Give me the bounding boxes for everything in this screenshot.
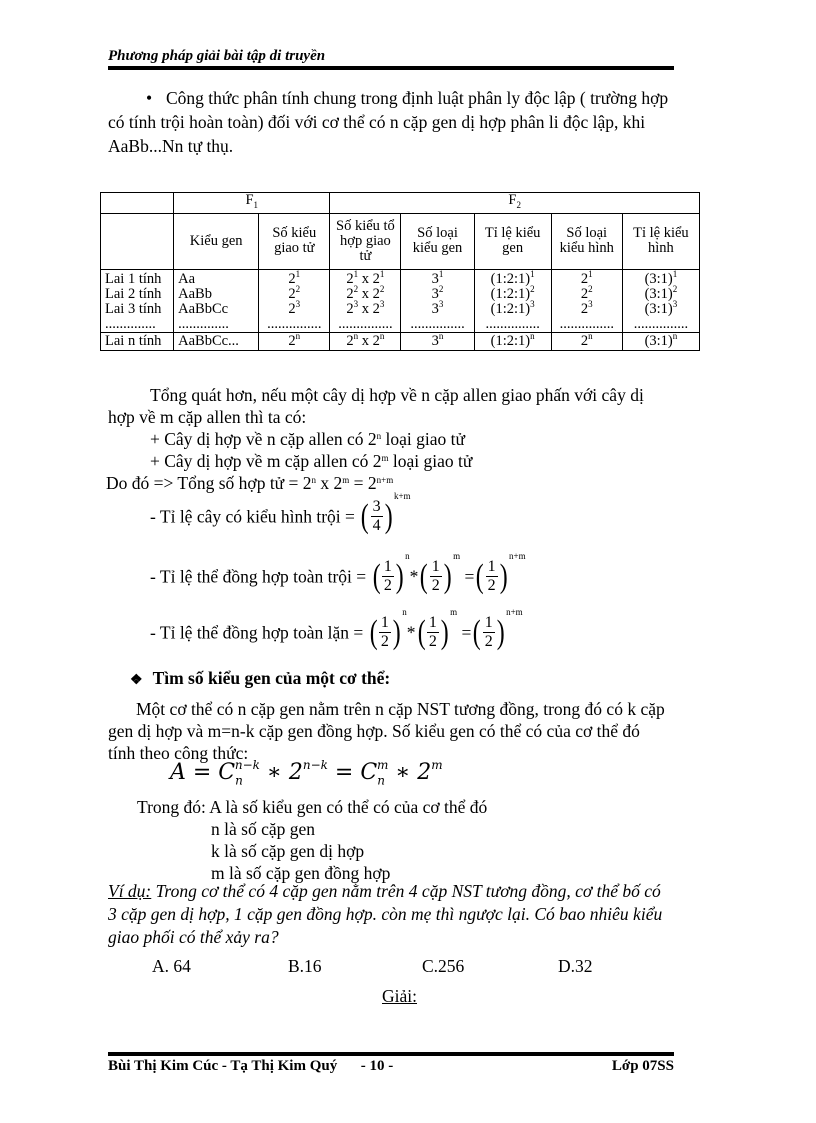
section-paragraph: Một cơ thể có n cặp gen nằm trên n cặp NST tương đồng, trong đó có k cặp gen dị hợp và m=n-k cặp gen đồng hợp. Số kiểu gen có thể có của cơ thể đó tính theo công thức: [108, 699, 665, 763]
running-header-title: Phương pháp giải bài tập di truyền [108, 48, 326, 64]
footer [108, 1058, 674, 1075]
intro-paragraph: • Công thức phân tính chung trong định luật phân ly độc lập ( trường hợp có tính trội hoàn toàn) đối với cơ thể có n cặp gen dị hợp phân li độc lập, khi AaBb...Nn tự thụ. [108, 88, 669, 156]
example-question: Ví dụ: Trong cơ thể có 4 cặp gen nằm trên 4 cặp NST tương đồng, cơ thể bố có 3 cặp gen dị hợp, 1 cặp gen đồng hợp. còn mẹ thì ngược lại. Có bao nhiêu kiểu giao phối có thể xảy ra? [108, 881, 663, 947]
diamond-bullet-icon: ❖ [130, 673, 143, 688]
col-header: Số kiểu giao tử [259, 213, 330, 269]
choice-b: B.16 [288, 956, 322, 976]
col-header: Tỉ lệ kiểu gen [474, 213, 551, 269]
group-f1-header: $F_1$ [174, 193, 330, 214]
footer-rule [108, 1052, 674, 1056]
header-rule [108, 66, 674, 70]
general-section: Tổng quát hơn, nếu một cây dị hợp về n cặp allen giao phấn với cây dị hợp về m cặp allen thì ta có: + Cây dị hợp về n cặp allen có 2$^n$ loại giao tử + Cây dị hợp về m cặp allen có 2$^m$ loại giao tử Do đó => Tổng số hợp tử = $2^n$ x $2^m = 2^{n+m}$ [106, 385, 644, 493]
table-row: Lai 1 tính Lai 2 tính Lai 3 tính .............. Aa AaBb AaBbCc .............. $2^1$ $2^2$ $2^3$ ............... $2^1$ x $2^1$ $2^2$ x $2^2$ $2^3$ x $2^3$ ............... $3^1$ $3^2$ $3^3$ ............... (1:2:1)$^1$ (1:2:1)$^2$ (1:2:1)$^3$ ............... $2^1$ $2^2$ $2^3$ ............... (3:1)$^1$ (3:1)$^2$ (3:1)$^3$ ............... [101, 269, 700, 332]
choice-d: D.32 [558, 956, 593, 976]
footer-authors: Bùi Thị Kim Cúc - Tạ Thị Kim Quý [108, 1058, 338, 1074]
group-f2-header: $F_2$ [330, 193, 700, 214]
footer-class: Lớp 07SS [611, 1058, 674, 1074]
ratio-dominant-phenotype: - Tỉ lệ cây có kiểu hình trội = ( $\frac{3}{4}$ )$^{k+m}$ [150, 491, 411, 535]
col-header: Kiểu gen [174, 213, 259, 269]
ratio-homozygous-recessive: - Tỉ lệ thể đồng hợp toàn lặn = ( $\frac{1}{2}$ )$^n$*( $\frac{1}{2}$ )$^m$ =( $\frac{1}{2}$ )$^{n+m}$ [150, 607, 523, 651]
col-header: Số kiểu tổ hợp giao tử [330, 213, 401, 269]
empty-label-cell [101, 213, 174, 269]
col-header: Tỉ lệ kiểu hình [622, 213, 699, 269]
choice-c: C.256 [422, 956, 465, 976]
col-header: Số loại kiểu gen [401, 213, 474, 269]
table-row-n: Lai n tính AaBbCc... 2$^n$ 2$^n$ x 2$^n$ 3$^n$ (1:2:1)$^n$ 2$^n$ (3:1)$^n$ [101, 332, 700, 350]
bullet-icon: • [146, 88, 153, 108]
empty-corner-cell [101, 193, 174, 214]
where-legend: Trong đó: A là số kiểu gen có thể có của cơ thể đó n là số cặp gen k là số cặp gen dị hợp m là số cặp gen đồng hợp [137, 797, 488, 883]
col-header: Số loại kiểu hình [551, 213, 622, 269]
segregation-table [100, 192, 700, 351]
genotype-count-formula: $A = C_n^{n-k}$ ∗ $2^{n-k} = C_n^m$ ∗ 2$^m$ [170, 758, 443, 788]
choice-a: A. 64 [152, 956, 191, 976]
page-number: - 10 - [360, 1058, 394, 1074]
section-heading: ❖ Tìm số kiểu gen của một cơ thể: [130, 668, 391, 688]
ratio-homozygous-dominant: - Tỉ lệ thể đồng hợp toàn trội = ( $\frac{1}{2}$ )$^n$*( $\frac{1}{2}$ )$^m$ =( $\frac{1}{2}$ )$^{n+m}$ [150, 551, 526, 595]
solution-heading: Giải: [382, 986, 417, 1006]
